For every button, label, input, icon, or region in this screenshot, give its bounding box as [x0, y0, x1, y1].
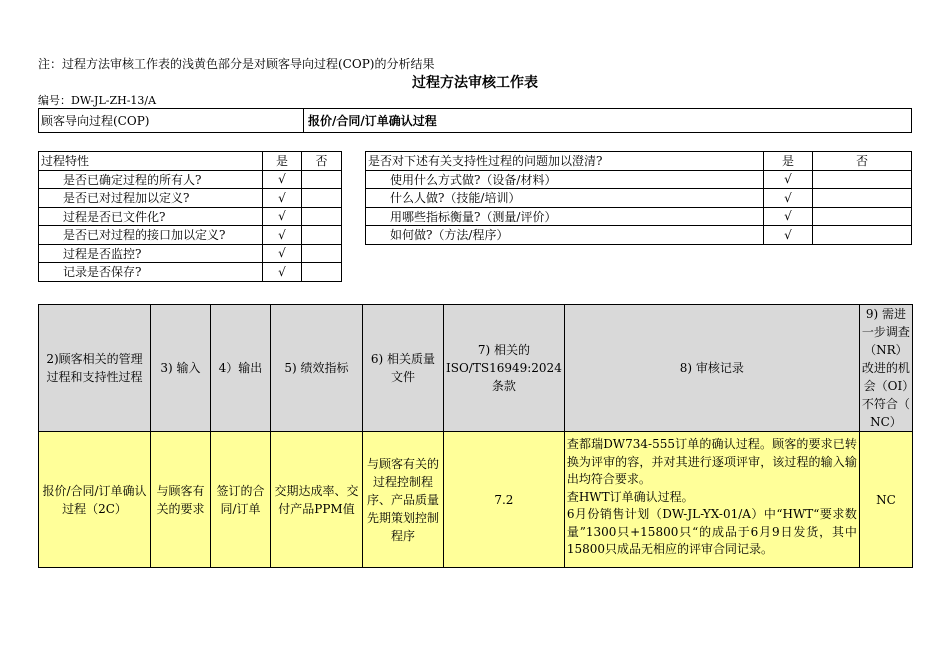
table-row: [39, 244, 342, 263]
no-cell: [302, 244, 342, 263]
cop-table: [38, 108, 912, 133]
header-quality-docs: 6) 相关质量文件: [363, 305, 444, 432]
header-input: 3) 输入: [151, 305, 211, 432]
yes-cell: √: [764, 170, 813, 189]
header-result: 9) 需进一步调查（NR）改进的机会（OI）不符合（ NC）: [859, 305, 912, 432]
output-cell: 签订的合同/订单: [211, 432, 271, 568]
support-check-header-no: 否: [813, 152, 912, 171]
audit-header-row: [39, 305, 913, 432]
question-cell: 是否已确定过程的所有人?: [39, 170, 263, 189]
header-audit-record: 8) 审核记录: [564, 305, 859, 432]
audit-record-line-1: 查都瑞DW734-555订单的确认过程。顾客的要求已转换为评审的容，并对其进行逐项评审，该过程的输入输出均符合要求。: [566, 437, 857, 486]
audit-record-line-2: 查HWT订单确认过程。: [566, 489, 694, 504]
cop-label: 顾客导向过程(COP): [39, 109, 304, 133]
process-check-header-no: 否: [302, 152, 342, 171]
process-check-header-yes: 是: [263, 152, 302, 171]
question-cell: 是否已对过程的接口加以定义?: [39, 226, 263, 245]
audit-record-line-3: 6月份销售计划（DW-JL-YX-01/A）中“HWT“要求数量”1300只+15800只“的成品于6月9日发货，其中15800只成品无相应的评审合同记录。: [566, 507, 857, 556]
table-row: [39, 170, 342, 189]
yes-cell: √: [263, 263, 302, 282]
note-text: 注：过程方法审核工作表的浅黄色部分是对顾客导向过程(COP)的分析结果: [38, 57, 435, 71]
audit-record-cell: [564, 432, 859, 568]
yes-cell: √: [263, 170, 302, 189]
process-check-header-question: 过程特性: [39, 152, 263, 171]
support-check-header-yes: 是: [764, 152, 813, 171]
no-cell: [813, 189, 912, 208]
no-cell: [302, 263, 342, 282]
yes-cell: √: [764, 226, 813, 245]
support-check-table: [365, 151, 912, 245]
question-cell: 使用什么方式做?（设备/材料）: [366, 170, 764, 189]
yes-cell: √: [263, 207, 302, 226]
question-cell: 是否已对过程加以定义?: [39, 189, 263, 208]
question-cell: 过程是否已文件化?: [39, 207, 263, 226]
table-row: [366, 226, 912, 245]
table-row: [39, 207, 342, 226]
question-cell: 什么人做?（技能/培训）: [366, 189, 764, 208]
yes-cell: √: [764, 207, 813, 226]
yes-cell: √: [263, 244, 302, 263]
yes-cell: √: [263, 189, 302, 208]
header-clause: 7) 相关的ISO/TS16949:2024条款: [444, 305, 565, 432]
no-cell: [813, 170, 912, 189]
page-title: 过程方法审核工作表: [412, 75, 538, 91]
no-cell: [302, 226, 342, 245]
no-cell: [813, 207, 912, 226]
question-cell: 过程是否监控?: [39, 244, 263, 263]
no-cell: [302, 189, 342, 208]
header-process: 2)顾客相关的管理过程和支持性过程: [39, 305, 151, 432]
cop-row: [39, 109, 912, 133]
question-cell: 记录是否保存?: [39, 263, 263, 282]
result-cell: NC: [859, 432, 912, 568]
no-cell: [813, 226, 912, 245]
no-cell: [302, 170, 342, 189]
table-row: [366, 170, 912, 189]
cop-value: 报价/合同/订单确认过程: [304, 109, 912, 133]
header-output: 4）输出: [211, 305, 271, 432]
support-check-header: [366, 152, 912, 171]
audit-worksheet-table: [38, 304, 913, 568]
process-check-table: [38, 151, 342, 282]
table-row: [39, 432, 913, 568]
question-cell: 用哪些指标衡量?（测量/评价）: [366, 207, 764, 226]
yes-cell: √: [263, 226, 302, 245]
process-check-header: [39, 152, 342, 171]
process-cell: 报价/合同/订单确认过程（2C）: [39, 432, 151, 568]
header-kpi: 5) 绩效指标: [271, 305, 363, 432]
clause-cell: 7.2: [444, 432, 565, 568]
no-cell: [302, 207, 342, 226]
yes-cell: √: [764, 189, 813, 208]
document-number: 编号：DW-JL-ZH-13/A: [38, 94, 157, 107]
table-row: [39, 263, 342, 282]
quality-docs-cell: 与顾客有关的过程控制程序、产品质量先期策划控制程序: [363, 432, 444, 568]
kpi-cell: 交期达成率、交付产品PPM值: [271, 432, 363, 568]
table-row: [366, 207, 912, 226]
table-row: [366, 189, 912, 208]
table-row: [39, 226, 342, 245]
question-cell: 如何做?（方法/程序）: [366, 226, 764, 245]
table-row: [39, 189, 342, 208]
input-cell: 与顾客有关的要求: [151, 432, 211, 568]
support-check-header-question: 是否对下述有关支持性过程的问题加以澄清?: [366, 152, 764, 171]
